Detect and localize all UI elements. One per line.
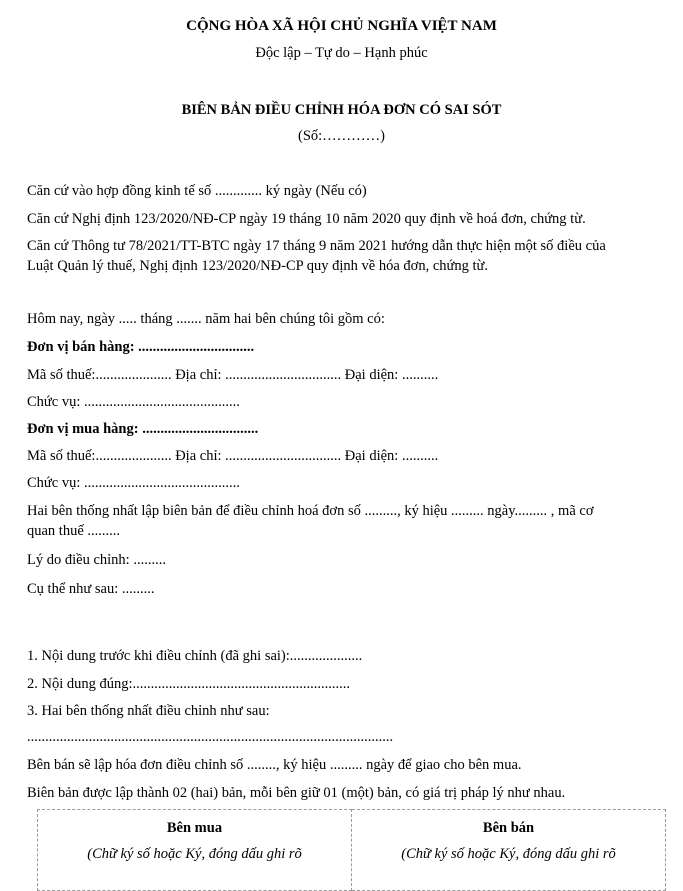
agreement-line: Hai bên thống nhất lập biên bản để điều chỉnh hoá đơn số ........., ký hiệu ......... ngày......... , mã cơ	[27, 503, 594, 519]
closing-invoice: Bên bán sẽ lập hóa đơn điều chỉnh số ........, ký hiệu ......... ngày để giao cho bên mua.	[27, 757, 522, 773]
agreement-line-cont: quan thuế .........	[27, 523, 121, 539]
adjustment-details: Cụ thể như sau: .........	[27, 581, 155, 597]
item-dotted-line: .....................................................................................................	[27, 729, 394, 745]
seller-signature-cell	[352, 810, 666, 891]
buyer-position: Chức vụ: ...........................................	[27, 475, 240, 491]
legal-basis-decree: Căn cứ Nghị định 123/2020/NĐ-CP ngày 19 tháng 10 năm 2020 quy định về hoá đơn, chứng từ.	[27, 211, 586, 227]
seller-signature-note: (Chữ ký số hoặc Ký, đóng dấu ghi rõ	[401, 846, 616, 862]
national-motto: Độc lập – Tự do – Hạnh phúc	[255, 45, 428, 61]
legal-basis-circular: Căn cứ Thông tư 78/2021/TT-BTC ngày 17 tháng 9 năm 2021 hướng dẫn thực hiện một số điều của	[27, 238, 606, 254]
item-before: 1. Nội dung trước khi điều chỉnh (đã ghi sai):....................	[27, 648, 363, 664]
intro-line: Hôm nay, ngày ..... tháng ....... năm hai bên chúng tôi gồm có:	[27, 311, 385, 327]
nation-header: CỘNG HÒA XÃ HỘI CHỦ NGHĨA VIỆT NAM	[186, 18, 497, 34]
buyer-heading: Đơn vị mua hàng: ................................	[27, 421, 259, 437]
seller-position: Chức vụ: ...........................................	[27, 394, 240, 410]
buyer-signature-note: (Chữ ký số hoặc Ký, đóng dấu ghi rõ	[87, 846, 302, 862]
document-title: BIÊN BẢN ĐIỀU CHỈNH HÓA ĐƠN CÓ SAI SÓT	[181, 102, 502, 118]
buyer-signature-title: Bên mua	[166, 820, 223, 836]
seller-heading: Đơn vị bán hàng: ................................	[27, 339, 255, 355]
seller-signature-title: Bên bán	[482, 820, 535, 836]
buyer-signature-cell	[38, 810, 352, 891]
item-agreed: 3. Hai bên thống nhất điều chỉnh như sau:	[27, 703, 270, 719]
seller-tax-line: Mã số thuế:..................... Địa chỉ: ................................ Đại diện: ..........	[27, 367, 439, 383]
legal-basis-contract: Căn cứ vào hợp đồng kinh tế số ............. ký ngày (Nếu có)	[27, 183, 367, 199]
legal-basis-circular-cont: Luật Quản lý thuế, Nghị định 123/2020/NĐ-CP quy định về hóa đơn, chứng từ.	[27, 258, 489, 274]
buyer-tax-line: Mã số thuế:..................... Địa chỉ: ................................ Đại diện: ..........	[27, 448, 439, 464]
item-correct: 2. Nội dung đúng:............................................................	[27, 676, 351, 692]
signature-table	[37, 809, 666, 891]
document-number: (Số:…………)	[298, 128, 385, 144]
closing-copies: Biên bản được lập thành 02 (hai) bản, mỗi bên giữ 01 (một) bản, có giá trị pháp lý như nhau.	[27, 785, 566, 801]
adjustment-reason: Lý do điều chỉnh: .........	[27, 552, 166, 568]
